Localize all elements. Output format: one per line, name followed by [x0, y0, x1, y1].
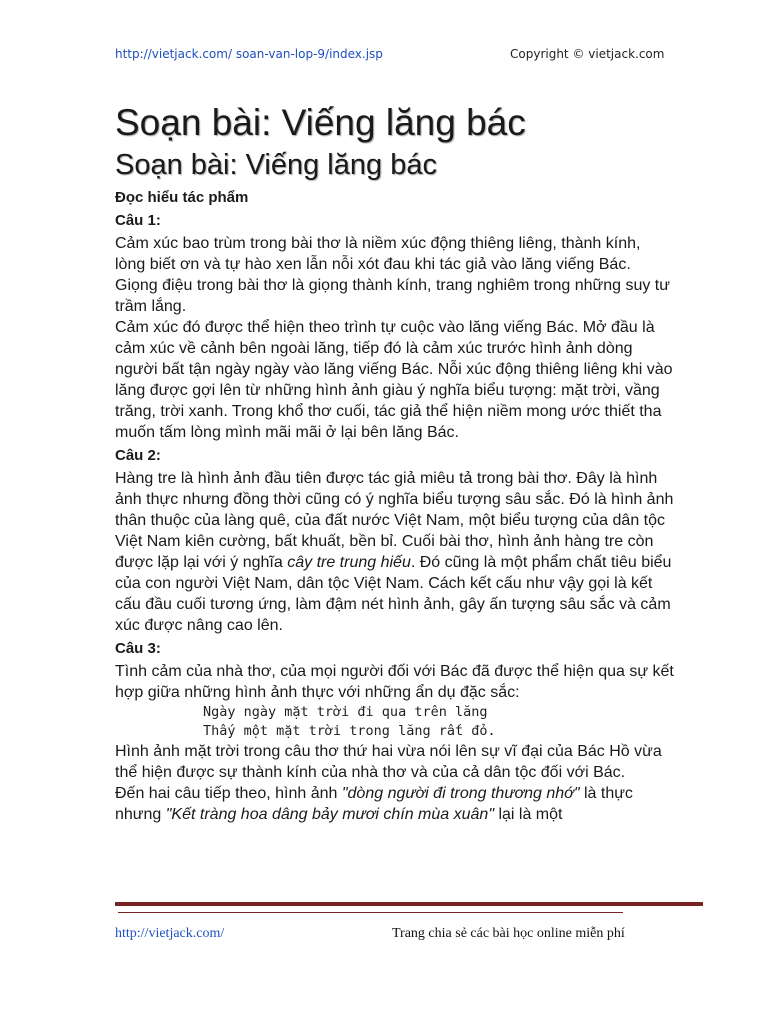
question-3-text-c: lại là một — [494, 806, 563, 823]
question-3-text-a: Đến hai câu tiếp theo, hình ảnh — [115, 785, 342, 802]
header-url-link[interactable]: http://vietjack.com/ soan-van-lop-9/index.jsp — [115, 47, 383, 61]
section-heading: Đọc hiểu tác phẩm — [115, 189, 249, 206]
question-1-paragraph-1: Cảm xúc bao trùm trong bài thơ là niềm xúc động thiêng liêng, thành kính, lòng biết ơn và tự hào xen lẫn nỗi xót đau khi tác giả vào lăng viếng Bác. Giọng điệu trong bài thơ là giọng thành kính, trang nghiêm trong những suy tư trầm lắng. — [115, 235, 670, 315]
question-2-paragraph — [115, 468, 675, 636]
question-1-label: Câu 1: — [115, 212, 161, 229]
footer-divider-thin — [118, 912, 623, 913]
footer-tagline: Trang chia sẻ các bài học online miễn phí — [392, 926, 625, 941]
question-2-text-b: . Đó cũng là một phẩm chất tiêu biểu của con người Việt Nam, dân tộc Việt Nam. Cách kết cấu như vậy gọi là kết cấu đầu cuối tương ứng, làm đậm nét hình ảnh, gây ấn tượng sâu sắc và cảm xúc được nâng cao lên. — [115, 554, 672, 634]
page-title: Soạn bài: Viếng lăng bác — [115, 102, 526, 143]
question-2-emphasis: cây tre trung hiếu — [287, 554, 411, 571]
question-2-text-a: Hàng tre là hình ảnh đầu tiên được tác giả miêu tả trong bài thơ. Đây là hình ảnh thực nhưng đồng thời cũng có ý nghĩa biểu tượng sâu sắc. Đó là hình ảnh thân thuộc của làng quê, của đất nước Việt Nam, một biểu tượng của dân tộc Việt Nam kiên cường, bất khuất, bền bỉ. Cuối bài thơ, hình ảnh hàng tre còn được lặp lại với ý nghĩa — [115, 470, 674, 571]
poem-line-1: Ngày ngày mặt trời đi qua trên lăng — [203, 704, 488, 720]
question-3-emphasis-2: "Kết tràng hoa dâng bảy mươi chín mùa xuân" — [165, 806, 494, 823]
question-3-paragraph-2: Hình ảnh mặt trời trong câu thơ thứ hai vừa nói lên sự vĩ đại của Bác Hồ vừa thể hiện được sự thành kính của nhà thơ và của cả dân tộc đối với Bác. — [115, 743, 662, 781]
question-1-paragraph-2: Cảm xúc đó được thể hiện theo trình tự cuộc vào lăng viếng Bác. Mở đầu là cảm xúc về cảnh bên ngoài lăng, tiếp đó là cảm xúc trước hình ảnh dòng người bất tận ngày ngày vào lăng viếng Bác. Nỗi xúc động thiêng liêng khi vào lăng được gợi lên từ những hình ảnh giàu ý nghĩa biểu tượng: mặt trời, vầng trăng, trời xanh. Trong khổ thơ cuối, tác giả thể hiện niềm mong ước thiết tha muốn tấm lòng mình mãi mãi ở lại bên lăng Bác. — [115, 319, 673, 441]
poem-line-2: Thấy một mặt trời trong lăng rất đỏ. — [203, 723, 496, 739]
question-2-label: Câu 2: — [115, 447, 161, 464]
question-3-text-b: là thực nhưng — [115, 785, 633, 823]
question-3-paragraph-1: Tình cảm của nhà thơ, của mọi người đối với Bác đã được thể hiện qua sự kết hợp giữa những hình ảnh thực với những ẩn dụ đặc sắc: — [115, 663, 674, 701]
poem-quote — [115, 703, 675, 741]
question-3-emphasis-1: "dòng người đi trong thương nhớ" — [341, 785, 580, 802]
document-body — [115, 100, 675, 825]
footer-divider-thick — [115, 902, 703, 906]
header-copyright: Copyright © vietjack.com — [510, 47, 665, 61]
question-3-label: Câu 3: — [115, 640, 161, 657]
footer-url-link[interactable]: http://vietjack.com/ — [115, 926, 225, 941]
page-subtitle: Soạn bài: Viếng lăng bác — [115, 149, 437, 181]
question-3-paragraph-3 — [115, 783, 675, 825]
